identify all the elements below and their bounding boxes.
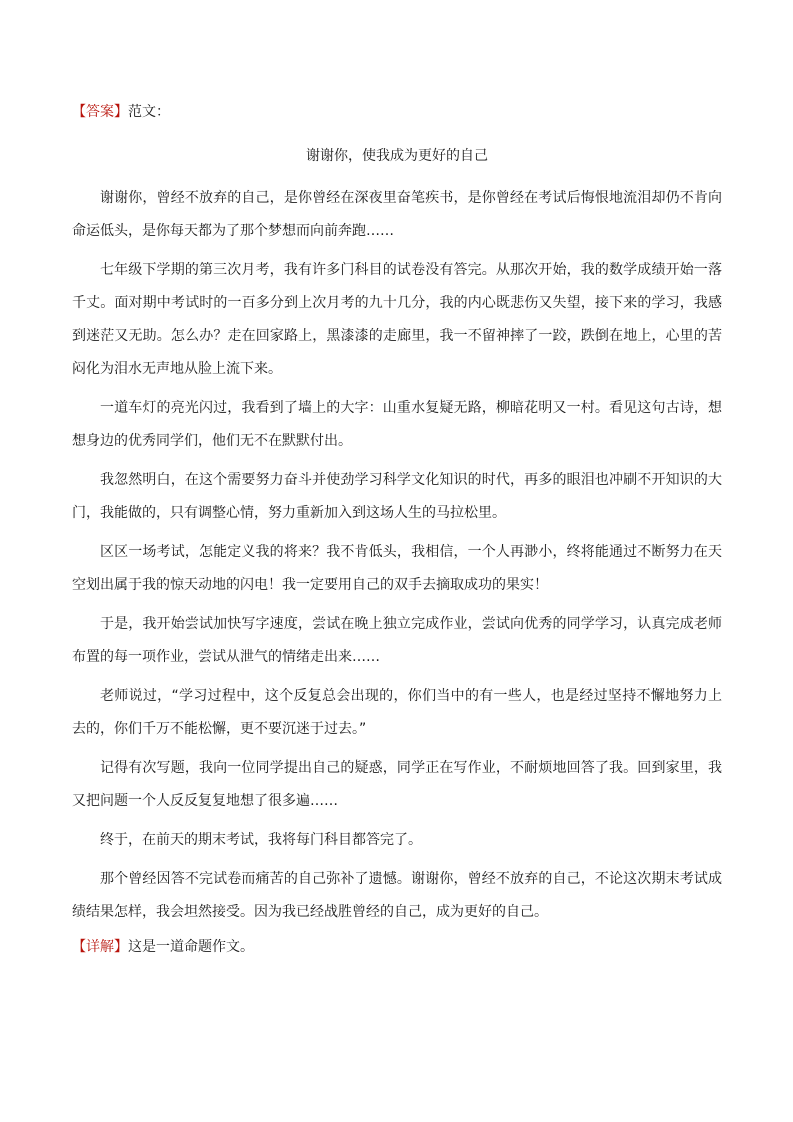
essay-paragraph-8: 记得有次写题，我向一位同学提出自己的疑惑，同学正在写作业，不耐烦地回答了我。回到家里，我又把问题一个人反反复复地想了很多遍…… bbox=[72, 760, 722, 809]
answer-label: 范文： bbox=[128, 104, 170, 120]
essay-paragraph-7: 老师说过，“学习过程中，这个反复总会出现的，你们当中的有一些人，也是经过坚持不懈地努力上去的，你们千万不能松懈，更不要沉迷于过去。” bbox=[72, 688, 722, 737]
essay-paragraph-10: 那个曾经因答不完试卷而痛苦的自己弥补了遗憾。谢谢你，曾经不放弃的自己，不论这次期末考试成绩结果怎样，我会坦然接受。因为我已经战胜曾经的自己，成为更好的自己。 bbox=[72, 871, 722, 920]
essay-paragraph-1: 谢谢你，曾经不放弃的自己，是你曾经在深夜里奋笔疾书，是你曾经在考试后悔恨地流泪却仍不肯向命运低头，是你每天都为了那个梦想而向前奔跑…… bbox=[72, 190, 722, 239]
essay-paragraph-9: 终于，在前天的期末考试，我将每门科目都答完了。 bbox=[100, 832, 422, 848]
document-content bbox=[72, 100, 722, 959]
essay-paragraph-3: 一道车灯的亮光闪过，我看到了墙上的大字：山重水复疑无路，柳暗花明又一村。看见这句古诗，想想身边的优秀同学们，他们无不在默默付出。 bbox=[72, 400, 722, 449]
detail-text: 这是一道命题作文。 bbox=[128, 939, 254, 955]
detail-line bbox=[72, 935, 722, 959]
answer-line bbox=[72, 100, 722, 124]
essay-title: 谢谢你，使我成为更好的自己 bbox=[306, 148, 488, 164]
essay-paragraph-2: 七年级下学期的第三次月考，我有许多门科目的试卷没有答完。从那次开始，我的数学成绩开始一落千丈。面对期中考试时的一百多分到上次月考的九十几分，我的内心既悲伤又失望，接下来的学习，我感到迷茫又无助。怎么办？走在回家路上，黑漆漆的走廊里，我一不留神摔了一跤，跌倒在地上，心里的苦闷化为泪水无声地从脸上流下来。 bbox=[72, 262, 722, 377]
answer-tag: 【答案】 bbox=[72, 104, 128, 120]
essay-paragraph-6: 于是，我开始尝试加快写字速度，尝试在晚上独立完成作业，尝试向优秀的同学学习，认真完成老师布置的每一项作业，尝试从泄气的情绪走出来…… bbox=[72, 616, 722, 665]
detail-tag: 【详解】 bbox=[72, 939, 128, 955]
essay-paragraph-5: 区区一场考试，怎能定义我的将来？我不肯低头，我相信，一个人再渺小，终将能通过不断努力在天空划出属于我的惊天动地的闪电！我一定要用自己的双手去摘取成功的果实！ bbox=[72, 544, 722, 593]
essay-paragraph-4: 我忽然明白，在这个需要努力奋斗并使劲学习科学文化知识的时代，再多的眼泪也冲刷不开知识的大门，我能做的，只有调整心情，努力重新加入到这场人生的马拉松里。 bbox=[72, 472, 722, 521]
